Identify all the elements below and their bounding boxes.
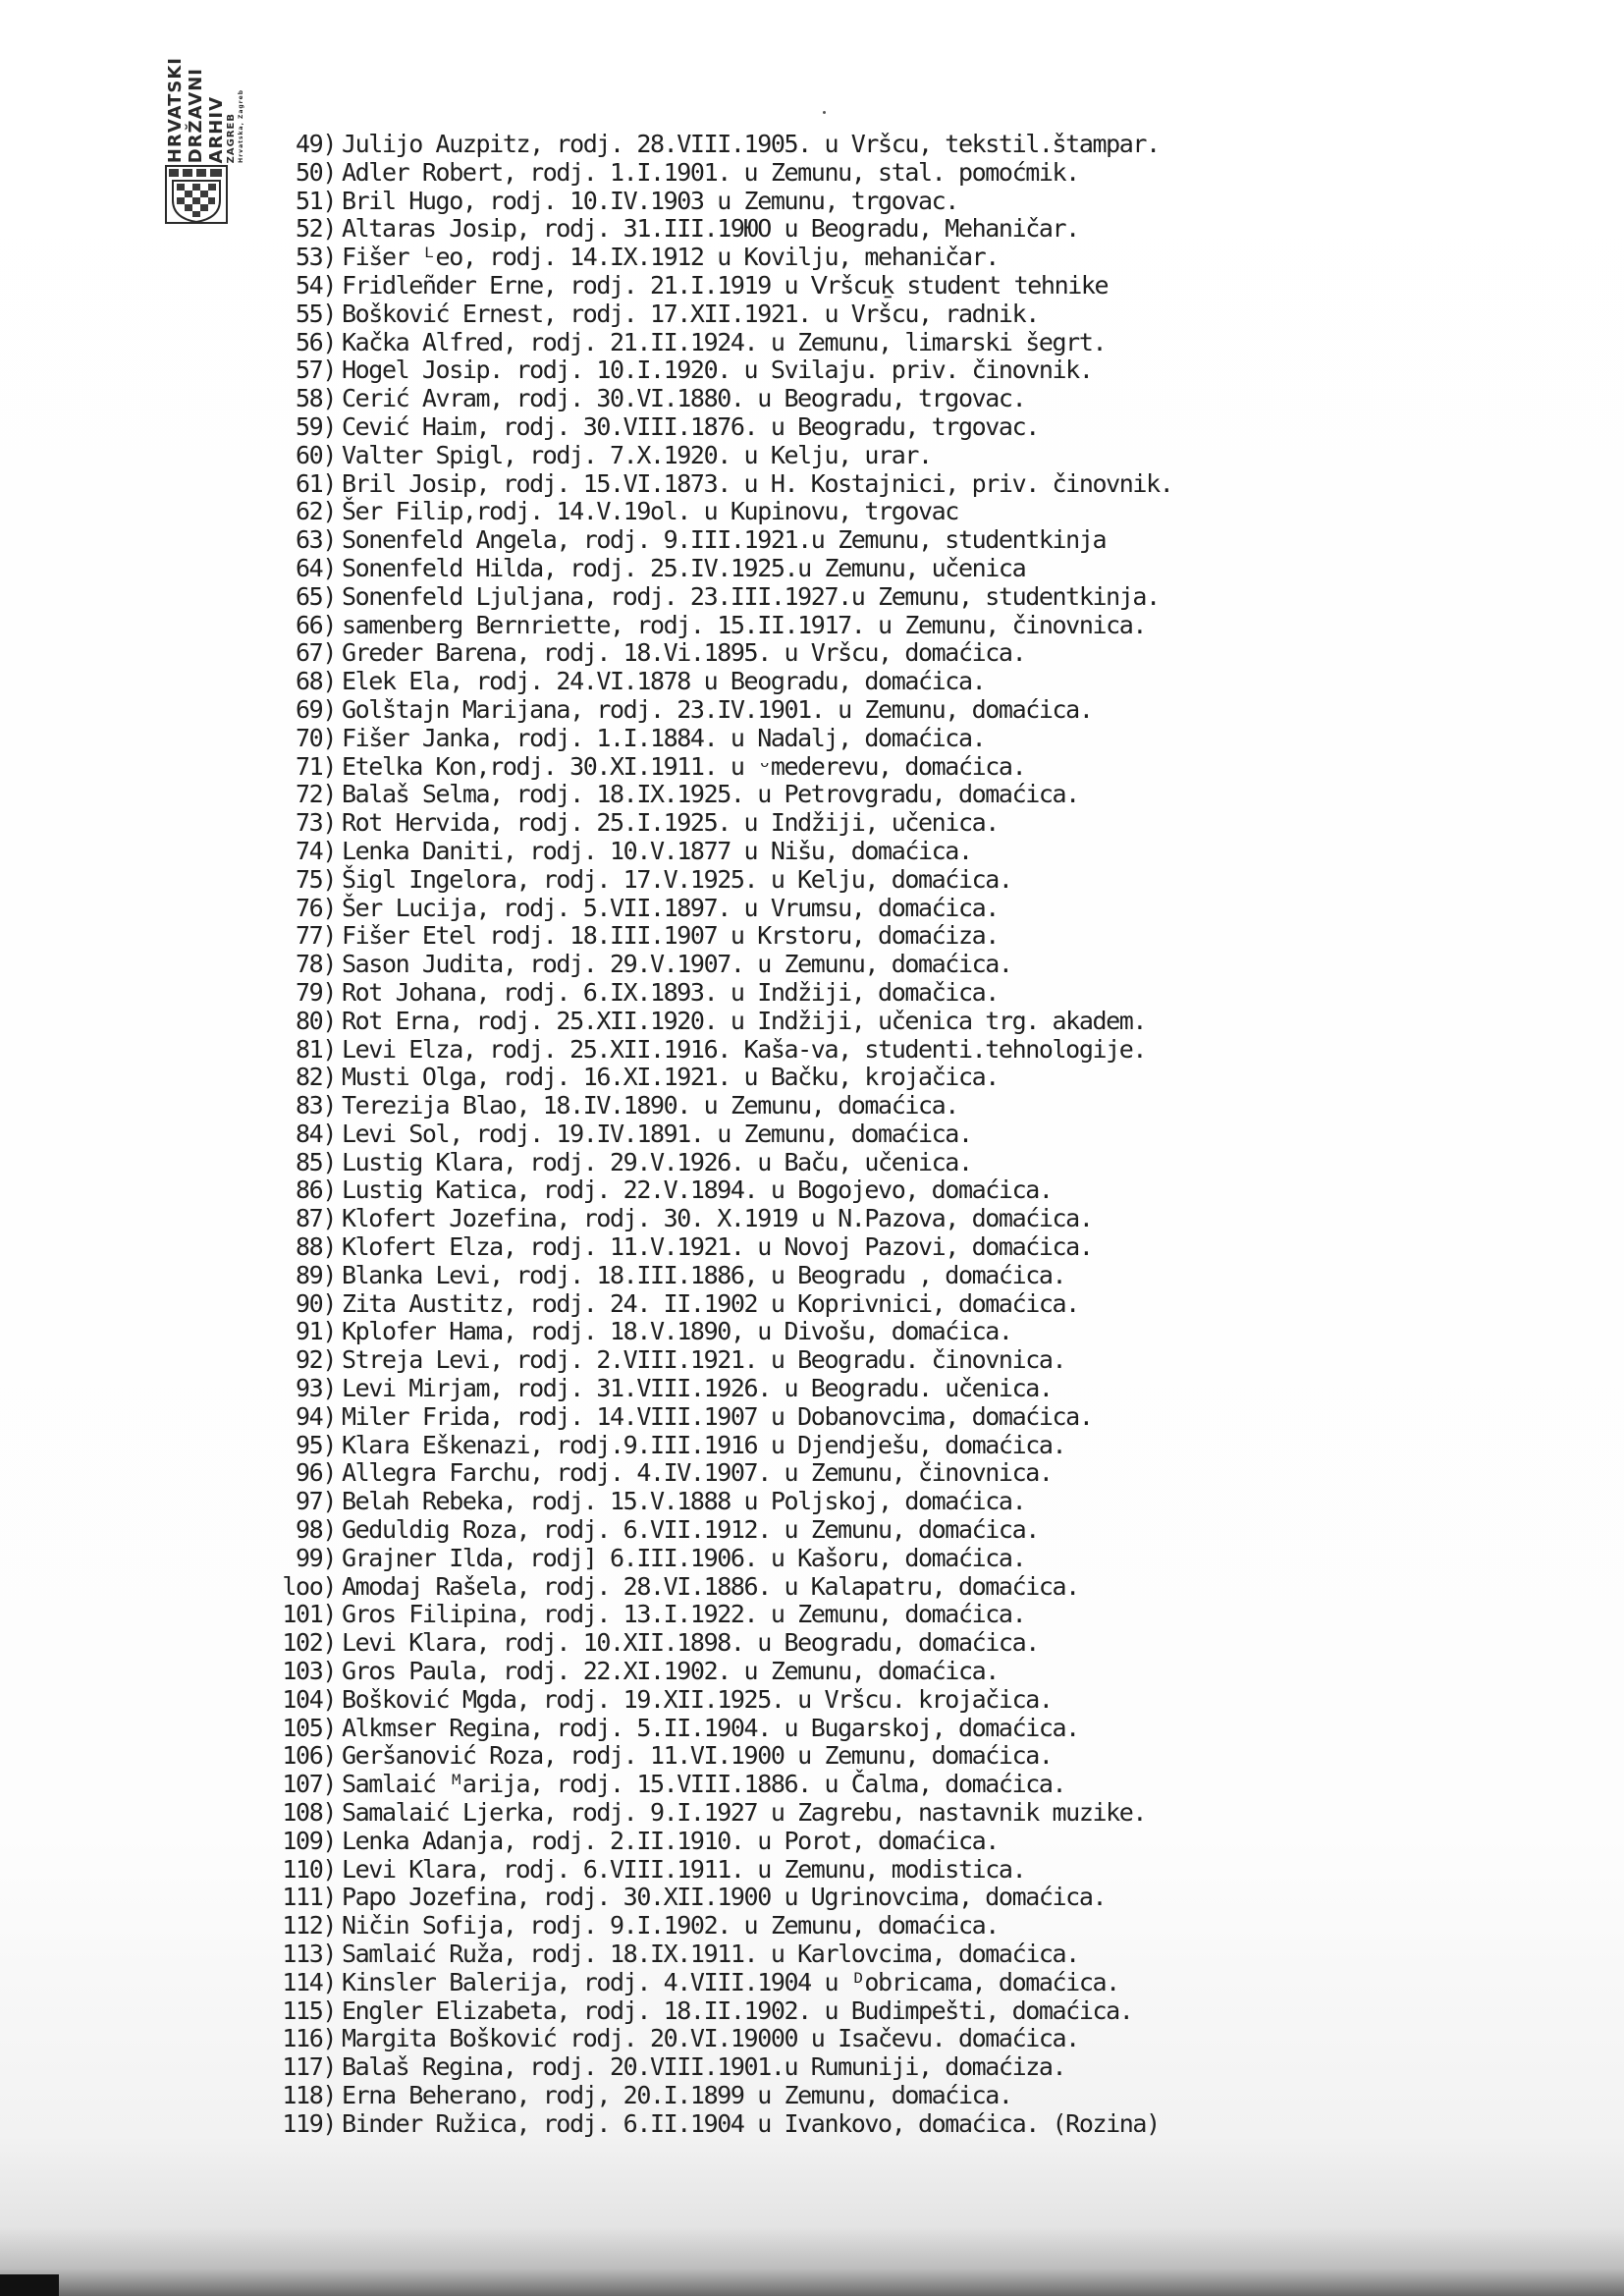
list-item xyxy=(147,1008,1172,1036)
list-item xyxy=(147,159,1172,188)
entry-number: 52) xyxy=(296,214,336,244)
entry-number: 90) xyxy=(296,1288,336,1318)
list-item xyxy=(147,470,1172,499)
entry-number: 64) xyxy=(296,553,336,582)
entry-number: 60) xyxy=(296,440,336,469)
entry-text: Levi Sol, rodj. 19.IV.1891. u Zemunu, domaćica. xyxy=(342,1119,972,1148)
list-item xyxy=(147,1205,1172,1233)
entry-number: 89) xyxy=(296,1260,336,1289)
entry-text: Sason Judita, rodj. 29.V.1907. u Zemunu, domaćica. xyxy=(342,950,1012,979)
list-item xyxy=(147,838,1172,866)
list-item xyxy=(147,1432,1172,1460)
list-item xyxy=(147,668,1172,696)
list-item xyxy=(147,1771,1172,1799)
entry-text: Šigl Ingelora, rodj. 17.V.1925. u Kelju, domaćica. xyxy=(342,864,1012,894)
entry-text: Cević Haim, rodj. 30.VIII.1876. u Beogradu, trgovac. xyxy=(342,411,1039,441)
list-item xyxy=(147,1969,1172,1997)
list-item xyxy=(147,612,1172,640)
entry-number: 85) xyxy=(296,1147,336,1176)
list-item xyxy=(147,922,1172,951)
entry-number: 95) xyxy=(296,1430,336,1459)
entry-number: 87) xyxy=(296,1204,336,1233)
entry-number: 65) xyxy=(296,581,336,611)
entry-text: Golštajn Marijana, rodj. 23.IV.1901. u Zemunu, domaćica. xyxy=(342,694,1093,724)
entry-text: Sonenfeld Ljuljana, rodj. 23.III.1927.u Zemunu, studentkinja. xyxy=(342,581,1160,611)
list-item xyxy=(147,1121,1172,1149)
list-item xyxy=(147,583,1172,612)
entry-number: 68) xyxy=(296,667,336,696)
entry-number: 106) xyxy=(282,1741,336,1771)
entry-number: 69) xyxy=(296,694,336,724)
entry-text: Musti Olga, rodj. 16.XI.1921. u Bačku, krojačica. xyxy=(342,1063,999,1092)
entry-text: Lenka Adanja, rodj. 2.II.1910. u Porot, domaćica. xyxy=(342,1826,999,1855)
list-item xyxy=(147,1064,1172,1092)
list-item xyxy=(147,2053,1172,2082)
entry-number: 51) xyxy=(296,186,336,215)
entry-number: 111) xyxy=(282,1883,336,1912)
entry-text: Zita Austitz, rodj. 24. II.1902 u Koprivnici, domaćica. xyxy=(342,1288,1079,1318)
entry-text: Ničin Sofija, rodj. 9.I.1902. u Zemunu, domaćica. xyxy=(342,1911,999,1941)
entry-text: Levi Klara, rodj. 10.XII.1898. u Beogradu, domaćica. xyxy=(342,1628,1039,1658)
entry-text: Fišer Etel rodj. 18.III.1907 u Krstoru, domaćiza. xyxy=(342,921,999,951)
list-item xyxy=(147,1742,1172,1771)
entry-number: 83) xyxy=(296,1091,336,1121)
entry-text: Allegra Farchu, rodj. 4.IV.1907. u Zemunu, činovnica. xyxy=(342,1458,1053,1488)
entry-text: Bošković Ernest, rodj. 17.XII.1921. u Vršcu, radnik. xyxy=(342,299,1039,328)
list-item xyxy=(147,272,1172,301)
list-item xyxy=(147,696,1172,725)
entry-number: 109) xyxy=(282,1826,336,1855)
entry-number: 108) xyxy=(282,1798,336,1828)
list-item xyxy=(147,1799,1172,1828)
list-item xyxy=(147,442,1172,470)
entry-number: 98) xyxy=(296,1515,336,1545)
list-item xyxy=(147,1941,1172,1969)
entry-number: 61) xyxy=(296,468,336,498)
entry-text: Gros Filipina, rodj. 13.I.1922. u Zemunu, domaćica. xyxy=(342,1600,1026,1629)
entry-text: Šer Filip,rodj. 14.V.19ol. u Kupinovu, trgovac xyxy=(342,497,958,526)
entry-text: Kačka Alfred, rodj. 21.II.1924. u Zemunu, limarski šegrt. xyxy=(342,327,1107,356)
list-item xyxy=(147,131,1172,159)
entry-text: Rot Johana, rodj. 6.IX.1893. u Indžiji, domačica. xyxy=(342,977,999,1007)
entry-text: Levi Klara, rodj. 6.VIII.1911. u Zemunu, modistica. xyxy=(342,1854,1026,1884)
entry-text: Klofert Jozefina, rodj. 30. X.1919 u N.Pazova, domaćica. xyxy=(342,1204,1093,1233)
list-item xyxy=(147,1036,1172,1065)
entry-text: Adler Robert, rodj. 1.I.1901. u Zemunu, stal. pomoćmik. xyxy=(342,157,1079,187)
entry-number: 117) xyxy=(282,2052,336,2082)
entry-number: 50) xyxy=(296,157,336,187)
entry-text: Grajner Ilda, rodj] 6.III.1906. u Kašoru, domaćica. xyxy=(342,1543,1026,1572)
entry-text: Elek Ela, rodj. 24.VI.1878 u Beogradu, domaćica. xyxy=(342,667,986,696)
entry-number: 82) xyxy=(296,1063,336,1092)
list-item xyxy=(147,979,1172,1008)
entry-number: 112) xyxy=(282,1911,336,1941)
entry-text: Kplofer Hama, rodj. 18.V.1890, u Divošu, domaćica. xyxy=(342,1317,1012,1346)
entry-number: 119) xyxy=(282,2108,336,2138)
list-item xyxy=(147,895,1172,923)
entry-text: Levi Mirjam, rodj. 31.VIII.1926. u Beogradu. učenica. xyxy=(342,1374,1053,1403)
entry-number: 58) xyxy=(296,384,336,413)
list-item xyxy=(147,781,1172,809)
list-item xyxy=(147,385,1172,413)
list-item xyxy=(147,244,1172,272)
list-item xyxy=(147,1884,1172,1912)
entry-text: Sonenfeld Hilda, rodj. 25.IV.1925.u Zemunu, učenica xyxy=(342,553,1026,582)
entry-number: 91) xyxy=(296,1317,336,1346)
entry-text: Fišer ᴸeo, rodj. 14.IX.1912 u Kovilju, mehaničar. xyxy=(342,243,999,272)
entry-text: Geršanović Roza, rodj. 11.VI.1900 u Zemunu, domaćica. xyxy=(342,1741,1053,1771)
entry-number: 102) xyxy=(282,1628,336,1658)
list-item xyxy=(147,1828,1172,1856)
entry-number: 63) xyxy=(296,525,336,555)
entry-number: 53) xyxy=(296,243,336,272)
entry-number: 88) xyxy=(296,1232,336,1262)
entry-text: Bril Josip, rodj. 15.VI.1873. u H. Kostajnici, priv. činovnik. xyxy=(342,468,1173,498)
entry-number: 116) xyxy=(282,2024,336,2053)
list-item xyxy=(147,2025,1172,2053)
entry-number: 93) xyxy=(296,1374,336,1403)
entry-text: Miler Frida, rodj. 14.VIII.1907 u Dobanovcima, domaćica. xyxy=(342,1401,1093,1431)
entry-number: 66) xyxy=(296,610,336,639)
entry-number: 67) xyxy=(296,638,336,668)
entry-number: 105) xyxy=(282,1713,336,1742)
entry-text: Terezija Blao, 18.IV.1890. u Zemunu, domaćica. xyxy=(342,1091,958,1121)
list-item xyxy=(147,1856,1172,1885)
entry-number: 78) xyxy=(296,950,336,979)
entry-number: 113) xyxy=(282,1940,336,1968)
entry-text: Rot Erna, rodj. 25.XII.1920. u Indžiji, učenica trg. akadem. xyxy=(342,1006,1147,1035)
entry-number: 107) xyxy=(282,1770,336,1799)
entry-text: Erna Beherano, rodj, 20.I.1899 u Zemunu, domaćica. xyxy=(342,2080,1012,2109)
entry-number: 94) xyxy=(296,1401,336,1431)
entry-text: Binder Ružica, rodj. 6.II.1904 u Ivankovo, domaćica. (Rozina) xyxy=(342,2108,1160,2138)
list-item xyxy=(147,1516,1172,1545)
entry-number: 86) xyxy=(296,1175,336,1205)
entry-number: 101) xyxy=(282,1600,336,1629)
entry-number: 71) xyxy=(296,751,336,781)
list-item xyxy=(147,753,1172,782)
entry-number: 59) xyxy=(296,411,336,441)
entry-number: 77) xyxy=(296,921,336,951)
entry-number: 114) xyxy=(282,1967,336,1996)
list-item xyxy=(147,1545,1172,1573)
list-item xyxy=(147,356,1172,385)
entry-text: Bošković Mgda, rodj. 19.XII.1925. u Vršcu. krojačica. xyxy=(342,1684,1053,1714)
entry-text: Levi Elza, rodj. 25.XII.1916. Kaša-va, studenti.tehnologije. xyxy=(342,1034,1147,1064)
entry-number: 73) xyxy=(296,808,336,838)
entry-number: 96) xyxy=(296,1458,336,1488)
entry-text: Blanka Levi, rodj. 18.III.1886, u Beogradu , domaćica. xyxy=(342,1260,1066,1289)
list-item xyxy=(147,1459,1172,1488)
entry-number: 79) xyxy=(296,977,336,1007)
list-item xyxy=(147,2082,1172,2110)
entry-number: 118) xyxy=(282,2080,336,2109)
entry-text: Samlaić Ruža, rodj. 18.IX.1911. u Karlovcima, domaćica. xyxy=(342,1940,1079,1968)
entry-text: Gros Paula, rodj. 22.XI.1902. u Zemunu, domaćica. xyxy=(342,1657,999,1686)
list-item xyxy=(147,215,1172,244)
entry-text: Belah Rebeka, rodj. 15.V.1888 u Poljskoj, domaćica. xyxy=(342,1487,1026,1516)
scan-edge xyxy=(0,2274,59,2296)
list-item xyxy=(147,1658,1172,1686)
list-item xyxy=(147,1715,1172,1743)
entry-text: Klara Eškenazi, rodj.9.III.1916 u Djendješu, domaćica. xyxy=(342,1430,1066,1459)
entry-number: 84) xyxy=(296,1119,336,1148)
list-item xyxy=(147,1997,1172,2026)
entry-number: 75) xyxy=(296,864,336,894)
stamp-line-5: Hrvatska, Zagreb xyxy=(238,89,244,163)
entry-text: Etelka Kon,rodj. 30.XI.1911. u ᵕmederevu, domaćica. xyxy=(342,751,1026,781)
entry-text: Papo Jozefina, rodj. 30.XII.1900 u Ugrinovcima, domaćica. xyxy=(342,1883,1107,1912)
paper-speck xyxy=(823,111,826,114)
entry-number: 57) xyxy=(296,355,336,385)
list-item xyxy=(147,725,1172,753)
entry-text: Altaras Josip, rodj. 31.III.19ЮO u Beogradu, Mehaničar. xyxy=(342,214,1079,244)
list-item xyxy=(147,1149,1172,1177)
entry-number: 104) xyxy=(282,1684,336,1714)
entry-number: 103) xyxy=(282,1657,336,1686)
entry-number: 56) xyxy=(296,327,336,356)
stamp-line-4: ZAGREB xyxy=(226,112,237,163)
list-item xyxy=(147,1488,1172,1516)
entry-text: Streja Levi, rodj. 2.VIII.1921. u Beogradu. činovnica. xyxy=(342,1345,1066,1375)
list-item xyxy=(147,1601,1172,1629)
list-item xyxy=(147,639,1172,668)
entry-text: Fišer Janka, rodj. 1.I.1884. u Nadalj, domaćica. xyxy=(342,723,986,752)
entry-text: Lenka Daniti, rodj. 10.V.1877 u Nišu, domaćica. xyxy=(342,836,972,865)
deportee-list xyxy=(147,131,1172,2139)
entry-number: 97) xyxy=(296,1487,336,1516)
entry-text: samenberg Bernriette, rodj. 15.II.1917. u Zemunu, činovnica. xyxy=(342,610,1147,639)
entry-text: Margita Bošković rodj. 20.VI.19000 u Isačevu. domaćica. xyxy=(342,2024,1079,2053)
entry-number: 54) xyxy=(296,270,336,300)
entry-number: 70) xyxy=(296,723,336,752)
stamp-line-1: HRVATSKI xyxy=(165,56,186,163)
entry-text: Rot Hervida, rodj. 25.I.1925. u Indžiji, učenica. xyxy=(342,808,999,838)
entry-text: Samalaić Ljerka, rodj. 9.I.1927 u Zagrebu, nastavnik muzike. xyxy=(342,1798,1147,1828)
list-item xyxy=(147,866,1172,895)
entry-number: 62) xyxy=(296,497,336,526)
entry-text: Cerić Avram, rodj. 30.VI.1880. u Beogradu, trgovac. xyxy=(342,384,1026,413)
list-item xyxy=(147,188,1172,216)
list-item xyxy=(147,1686,1172,1715)
list-item xyxy=(147,1262,1172,1290)
entry-number: 55) xyxy=(296,299,336,328)
list-item xyxy=(147,526,1172,555)
list-item xyxy=(147,1629,1172,1658)
stamp-line-3: ARHIV xyxy=(206,95,227,163)
list-item xyxy=(147,555,1172,583)
list-item xyxy=(147,1176,1172,1205)
list-item xyxy=(147,1403,1172,1432)
entry-text: Balaš Selma, rodj. 18.IX.1925. u Petrovgradu, domaćica. xyxy=(342,780,1079,809)
entry-number: 74) xyxy=(296,836,336,865)
entry-text: Greder Barena, rodj. 18.Vi.1895. u Vršcu, domaćica. xyxy=(342,638,1026,668)
entry-text: Engler Elizabeta, rodj. 18.II.1902. u Budimpešti, domaćica. xyxy=(342,1995,1133,2025)
entry-text: Valter Spigl, rodj. 7.X.1920. u Kelju, urar. xyxy=(342,440,932,469)
list-item xyxy=(147,1318,1172,1346)
entry-text: Julijo Auzpitz, rodj. 28.VIII.1905. u Vršcu, tekstil.štampar. xyxy=(342,130,1160,158)
list-item xyxy=(147,1912,1172,1941)
entry-text: Samlaić ᴹarija, rodj. 15.VIII.1886. u Čalma, domaćica. xyxy=(342,1770,1066,1799)
list-item xyxy=(147,951,1172,979)
entry-text: Bril Hugo, rodj. 10.IV.1903 u Zemunu, trgovac. xyxy=(342,186,958,215)
entry-text: Amodaj Rašela, rodj. 28.VI.1886. u Kalapatru, domaćica. xyxy=(342,1571,1079,1601)
entry-number: 110) xyxy=(282,1854,336,1884)
entry-number: 80) xyxy=(296,1006,336,1035)
entry-text: Geduldig Roza, rodj. 6.VII.1912. u Zemunu, domaćica. xyxy=(342,1515,1039,1545)
entry-number: 76) xyxy=(296,893,336,922)
list-item xyxy=(147,1092,1172,1121)
entry-text: Alkmser Regina, rodj. 5.II.1904. u Bugarskoj, domaćica. xyxy=(342,1713,1079,1742)
entry-text: Klofert Elza, rodj. 11.V.1921. u Novoj Pazovi, domaćica. xyxy=(342,1232,1093,1262)
entry-text: Fridleñder Erne, rodj. 21.I.1919 u ᐯršcuḵ student tehnike xyxy=(342,270,1109,300)
entry-number: 99) xyxy=(296,1543,336,1572)
entry-number: 92) xyxy=(296,1345,336,1375)
list-item xyxy=(147,1290,1172,1319)
entry-text: Balaš Regina, rodj. 20.VIII.1901.u Rumuniji, domaćiza. xyxy=(342,2052,1066,2082)
entry-text: Lustig Katica, rodj. 22.V.1894. u Bogojevo, domaćica. xyxy=(342,1175,1053,1205)
entry-text: Šer Lucija, rodj. 5.VII.1897. u Vrumsu, domaćica. xyxy=(342,893,999,922)
stamp-line-2: DRŽAVNI xyxy=(186,67,206,163)
list-item xyxy=(147,1573,1172,1602)
list-item xyxy=(147,2110,1172,2139)
scan-shadow xyxy=(0,2227,1624,2296)
entry-number: 49) xyxy=(296,130,336,158)
entry-text: Hogel Josip. rodj. 10.I.1920. u Svilaju. priv. činovnik. xyxy=(342,355,1093,385)
entry-number: 115) xyxy=(282,1995,336,2025)
list-item xyxy=(147,1233,1172,1262)
entry-text: Lustig Klara, rodj. 29.V.1926. u Baču, učenica. xyxy=(342,1147,972,1176)
entry-text: Kinsler Balerija, rodj. 4.VIII.1904 u ᴰobricama, domaćica. xyxy=(342,1967,1119,1996)
entry-number: 72) xyxy=(296,780,336,809)
entry-text: Sonenfeld Angela, rodj. 9.III.1921.u Zemunu, studentkinja xyxy=(342,525,1107,555)
entry-number: 81) xyxy=(296,1034,336,1064)
list-item xyxy=(147,301,1172,329)
list-item xyxy=(147,498,1172,526)
entry-number: loo) xyxy=(282,1571,336,1601)
list-item xyxy=(147,1346,1172,1375)
list-item xyxy=(147,809,1172,838)
list-item xyxy=(147,1375,1172,1403)
list-item xyxy=(147,329,1172,357)
list-item xyxy=(147,413,1172,442)
